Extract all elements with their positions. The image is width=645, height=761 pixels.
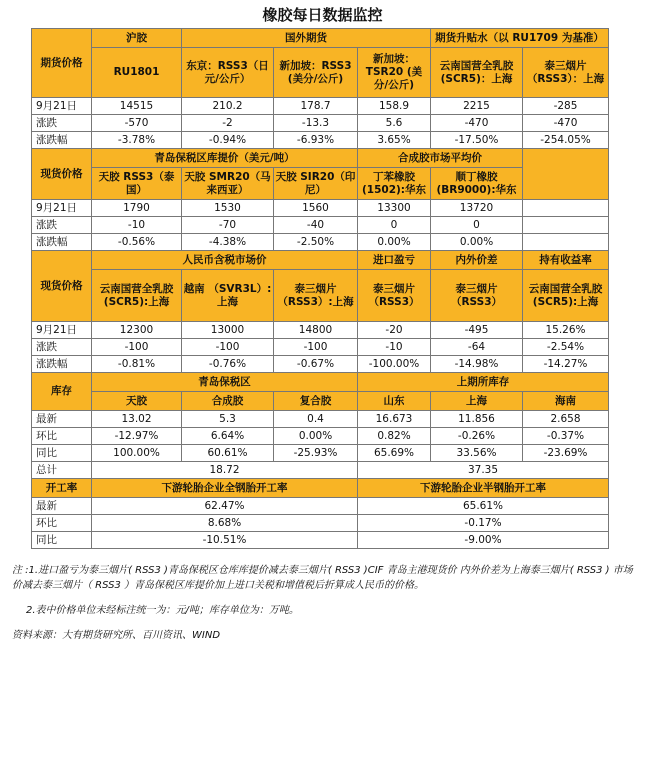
spot2-group-header: 人民币含税市场价 [92,251,358,270]
column-header: RU1801 [92,48,182,98]
table-cell: 6.64% [182,428,274,445]
table-cell: 65.69% [358,445,431,462]
table-cell: -0.26% [431,428,523,445]
spot2-column-row [32,270,609,322]
table-cell: -100.00% [358,356,431,373]
table-cell: 5.6 [358,115,431,132]
table-cell: 1790 [92,200,182,217]
table-row [32,515,609,532]
table-cell: -285 [523,98,609,115]
table-cell: -2.50% [274,234,358,251]
table-cell: 158.9 [358,98,431,115]
spot-group-row [32,149,609,168]
row-label: 涨跌幅 [32,356,92,373]
table-cell: -12.97% [92,428,182,445]
table-row-total [32,462,609,479]
table-cell: 37.35 [358,462,609,479]
table-row [32,98,609,115]
table-cell: -254.05% [523,132,609,149]
table-cell: 13000 [182,322,274,339]
table-row [32,428,609,445]
futures-group-header: 国外期货 [182,29,431,48]
table-cell: -25.93% [274,445,358,462]
operating-group-header: 下游轮胎企业半钢胎开工率 [358,479,609,498]
table-cell: -14.27% [523,356,609,373]
table-cell: -100 [274,339,358,356]
spot2-group-header: 内外价差 [431,251,523,270]
table-cell: -10.51% [92,532,358,549]
table-cell: 1560 [274,200,358,217]
futures-group-row [32,29,609,48]
spot-section-label: 现货价格 [32,149,92,200]
table-row [32,356,609,373]
table-cell: 2215 [431,98,523,115]
column-header: 新加坡：TSR20 (美分/公斤) [358,48,431,98]
table-cell: -495 [431,322,523,339]
row-label: 环比 [32,428,92,445]
column-header: 泰三烟片 （RSS3）:上海 [274,270,358,322]
table-row [32,115,609,132]
column-header: 泰三烟片 （RSS3）：上海 [523,48,609,98]
operating-group-header: 下游轮胎企业全钢胎开工率 [92,479,358,498]
table-row [32,339,609,356]
table-cell: -0.81% [92,356,182,373]
inventory-group-header: 上期所库存 [358,373,609,392]
table-cell: -0.76% [182,356,274,373]
table-cell: 33.56% [431,445,523,462]
row-label: 总计 [32,462,92,479]
column-header: 天胶 SIR20（印尼） [274,168,358,200]
table-cell: -64 [431,339,523,356]
table-row [32,132,609,149]
table-row [32,532,609,549]
table-cell: -3.78% [92,132,182,149]
column-header: 合成胶 [182,392,274,411]
spot-group-header: 青岛保税区库提价（美元/吨） [92,149,358,168]
table-cell: -9.00% [358,532,609,549]
table-cell: -6.93% [274,132,358,149]
table-cell: 100.00% [92,445,182,462]
table-cell: -0.37% [523,428,609,445]
row-label: 同比 [32,445,92,462]
column-header: 泰三烟片 （RSS3） [431,270,523,322]
table-cell: -23.69% [523,445,609,462]
inventory-section-label: 库存 [32,373,92,411]
blank-header-cell [523,149,609,200]
row-label: 涨跌 [32,115,92,132]
table-row [32,445,609,462]
table-cell: -4.38% [182,234,274,251]
table-cell: -13.3 [274,115,358,132]
table-cell: 12300 [92,322,182,339]
table-cell: 0 [358,217,431,234]
table-cell: 0.82% [358,428,431,445]
table-cell: -470 [523,115,609,132]
row-label: 涨跌 [32,217,92,234]
operating-section-label: 开工率 [32,479,92,498]
column-header: 泰三烟片 （RSS3） [358,270,431,322]
page-title: 橡胶每日数据监控 [262,6,383,24]
table-row [32,234,609,251]
table-cell: 8.68% [92,515,358,532]
table-cell: 0.00% [274,428,358,445]
inventory-group-header: 青岛保税区 [92,373,358,392]
table-row [32,498,609,515]
row-label: 涨跌幅 [32,132,92,149]
table-cell: -17.50% [431,132,523,149]
table-row [32,217,609,234]
table-cell: -10 [92,217,182,234]
column-header: 天胶 SMR20（马来西亚） [182,168,274,200]
table-row [32,411,609,428]
futures-section-label: 期货价格 [32,29,92,98]
table-cell: 2.658 [523,411,609,428]
table-cell: -470 [431,115,523,132]
data-source: 资料来源：大有期货研究所、百川资讯、WIND [12,630,221,641]
column-header: 上海 [431,392,523,411]
footnotes [12,563,637,643]
table-cell: 14800 [274,322,358,339]
table-cell: 0 [431,217,523,234]
row-label: 涨跌幅 [32,234,92,251]
table-cell: 210.2 [182,98,274,115]
table-cell: -2.54% [523,339,609,356]
table-cell: -0.17% [358,515,609,532]
table-cell: -570 [92,115,182,132]
column-header: 海南 [523,392,609,411]
table-cell: 1530 [182,200,274,217]
table-cell: -20 [358,322,431,339]
row-label: 最新 [32,411,92,428]
inventory-column-row [32,392,609,411]
column-header: 新加坡：RSS3 (美分/公斤) [274,48,358,98]
column-header: 云南国营全乳胶 (SCR5):上海 [92,270,182,322]
table-cell: 178.7 [274,98,358,115]
table-cell: -10 [358,339,431,356]
futures-group-header: 沪胶 [92,29,182,48]
column-header: 顺丁橡胶 (BR9000):华东 [431,168,523,200]
column-header: 复合胶 [274,392,358,411]
table-cell: 18.72 [92,462,358,479]
table-cell: 0.00% [431,234,523,251]
table-row [32,200,609,217]
row-label: 9月21日 [32,200,92,217]
spot-group-header: 合成胶市场平均价 [358,149,523,168]
column-header: 天胶 [92,392,182,411]
futures-group-header: 期货升贴水（以 RU1709 为基准） [431,29,609,48]
column-header: 越南 （SVR3L）:上海 [182,270,274,322]
table-cell: -100 [92,339,182,356]
table-cell [523,200,609,217]
table-cell: -0.56% [92,234,182,251]
column-header: 天胶 RSS3（泰国） [92,168,182,200]
row-label: 环比 [32,515,92,532]
spot-column-row [32,168,609,200]
column-header: 山东 [358,392,431,411]
table-cell: 5.3 [182,411,274,428]
table-cell: 13300 [358,200,431,217]
table-cell: -70 [182,217,274,234]
row-label: 最新 [32,498,92,515]
spot2-group-header: 持有收益率 [523,251,609,270]
table-cell: 62.47% [92,498,358,515]
table-cell: 0.00% [358,234,431,251]
spot2-group-row [32,251,609,270]
operating-header-row [32,479,609,498]
footnote-2: 2.表中价格单位未经标注统一为：元/吨；库存单位为：万吨。 [26,605,299,616]
table-cell [523,234,609,251]
table-cell: -14.98% [431,356,523,373]
table-cell [523,217,609,234]
table-cell: -100 [182,339,274,356]
row-label: 9月21日 [32,322,92,339]
table-cell: 0.4 [274,411,358,428]
table-cell: 3.65% [358,132,431,149]
spot2-group-header: 进口盈亏 [358,251,431,270]
table-cell: 15.26% [523,322,609,339]
table-cell: -40 [274,217,358,234]
table-row [32,322,609,339]
rubber-monitor-table [31,28,609,549]
inventory-group-row [32,373,609,392]
table-cell: 13.02 [92,411,182,428]
table-cell: 11.856 [431,411,523,428]
table-cell: 65.61% [358,498,609,515]
column-header: 东京：RSS3（日元/公斤） [182,48,274,98]
table-cell: 16.673 [358,411,431,428]
table-cell: -0.94% [182,132,274,149]
column-header: 云南国营全乳胶(SCR5):上海 [523,270,609,322]
row-label: 同比 [32,532,92,549]
row-label: 涨跌 [32,339,92,356]
table-cell: 13720 [431,200,523,217]
row-label: 9月21日 [32,98,92,115]
column-header: 云南国营全乳胶 (SCR5)：上海 [431,48,523,98]
column-header: 丁苯橡胶 (1502):华东 [358,168,431,200]
table-cell: 14515 [92,98,182,115]
table-cell: -2 [182,115,274,132]
futures-column-row [32,48,609,98]
table-cell: 60.61% [182,445,274,462]
footnote-1: 注 :1.进口盈亏为泰三烟片( RSS3 )青岛保税区仓库库提价减去泰三烟片( RSS3 )CIF 青岛主港现货价 内外价差为上海泰三烟片( RSS3 ) 市场价减去泰三烟片（ RSS3 ）青岛保税区库提价加上进口关税和增值税后折算成人民币的价格。 [12,565,633,591]
spot2-section-label: 现货价格 [32,251,92,322]
table-cell: -0.67% [274,356,358,373]
